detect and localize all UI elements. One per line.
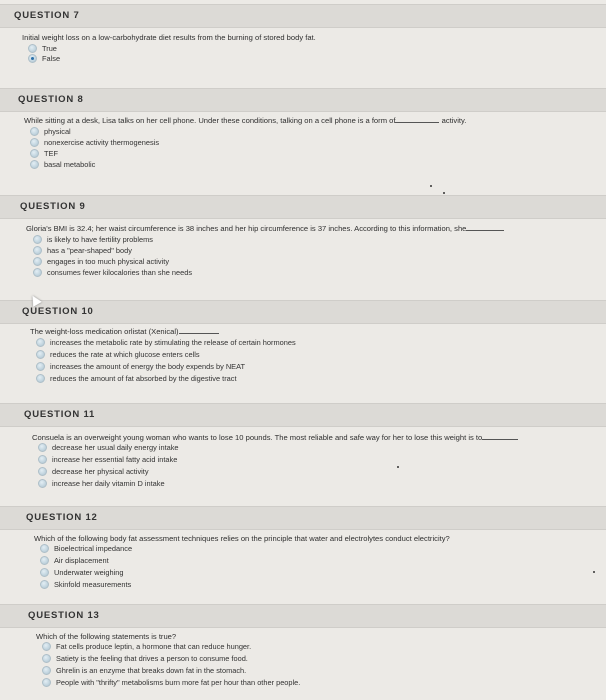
answer-blank xyxy=(395,122,439,123)
option-label: True xyxy=(42,44,57,53)
option-label: has a "pear-shaped" body xyxy=(47,246,132,255)
radio-button[interactable] xyxy=(36,362,45,371)
prompt-text: The weight-loss medication orlistat (Xenical) xyxy=(30,327,179,336)
question-13-option-2[interactable] xyxy=(42,654,248,663)
question-11-option-3[interactable] xyxy=(38,467,149,476)
radio-button[interactable] xyxy=(33,268,42,277)
option-label: People with "thrifty" metabolisms burn more fat per hour than other people. xyxy=(56,678,301,687)
option-label: decrease her usual daily energy intake xyxy=(52,443,179,452)
option-label: decrease her physical activity xyxy=(52,467,149,476)
question-8-option-4[interactable] xyxy=(30,160,95,169)
radio-button[interactable] xyxy=(40,556,49,565)
question-7-title: QUESTION 7 xyxy=(14,10,80,21)
option-label: basal metabolic xyxy=(44,160,96,169)
question-12-option-2[interactable] xyxy=(40,556,109,565)
question-10-prompt xyxy=(30,327,219,336)
question-9-option-3[interactable] xyxy=(33,257,169,266)
question-12-option-3[interactable] xyxy=(40,568,123,577)
screen-speck xyxy=(593,571,595,573)
question-13-title: QUESTION 13 xyxy=(28,610,100,621)
question-13-option-4[interactable] xyxy=(42,678,300,687)
answer-blank xyxy=(466,230,504,231)
option-label: increases the amount of energy the body expends by NEAT xyxy=(50,362,246,371)
question-10-option-2[interactable] xyxy=(36,350,200,359)
radio-button[interactable] xyxy=(33,235,42,244)
question-12-option-4[interactable] xyxy=(40,580,131,589)
question-13-option-3[interactable] xyxy=(42,666,246,675)
question-10-title: QUESTION 10 xyxy=(22,306,94,317)
question-11-option-4[interactable] xyxy=(38,479,165,488)
radio-button[interactable] xyxy=(38,455,47,464)
question-10-option-3[interactable] xyxy=(36,362,245,371)
option-label: nonexercise activity thermogenesis xyxy=(44,138,160,147)
radio-button[interactable] xyxy=(36,374,45,383)
question-8-option-1[interactable] xyxy=(30,127,71,136)
prompt-text: Consuela is an overweight young woman who wants to lose 10 pounds. The most reliable and safe way for her to lose this weight is to xyxy=(32,433,483,442)
radio-button[interactable] xyxy=(30,127,39,136)
question-13-option-1[interactable] xyxy=(42,642,251,651)
screen-speck xyxy=(443,192,445,194)
radio-button[interactable] xyxy=(30,138,39,147)
question-7-option-2[interactable] xyxy=(28,54,60,63)
question-7-option-1[interactable] xyxy=(28,44,57,53)
question-11-prompt xyxy=(32,433,518,442)
prompt-text: While sitting at a desk, Lisa talks on her cell phone. Under these conditions, talking on a cell phone is a form of xyxy=(24,116,396,125)
question-11-title: QUESTION 11 xyxy=(24,409,96,420)
radio-button[interactable] xyxy=(38,443,47,452)
question-11-option-1[interactable] xyxy=(38,443,179,452)
question-9-option-4[interactable] xyxy=(33,268,192,277)
option-label: Ghrelin is an enzyme that breaks down fat in the stomach. xyxy=(56,666,247,675)
option-label: consumes fewer kilocalories than she needs xyxy=(47,268,193,277)
radio-button[interactable] xyxy=(30,149,39,158)
prompt-text: Gloria's BMI is 32.4; her waist circumference is 38 inches and her hip circumference is 37 inches. According to this information, she xyxy=(26,224,467,233)
question-7-prompt: Initial weight loss on a low-carbohydrate diet results from the burning of stored body fat. xyxy=(22,33,316,42)
question-9-title: QUESTION 9 xyxy=(20,201,86,212)
question-13-prompt: Which of the following statements is true? xyxy=(36,632,177,641)
option-label: reduces the rate at which glucose enters cells xyxy=(50,350,200,359)
screen-speck xyxy=(397,466,399,468)
option-label: Air displacement xyxy=(54,556,109,565)
radio-button[interactable] xyxy=(42,678,51,687)
option-label: increases the metabolic rate by stimulating the release of certain hormones xyxy=(50,338,296,347)
option-label: reduces the amount of fat absorbed by the digestive tract xyxy=(50,374,237,383)
radio-button[interactable] xyxy=(40,580,49,589)
question-8-header xyxy=(0,88,606,112)
option-label: increase her essential fatty acid intake xyxy=(52,455,178,464)
radio-button[interactable] xyxy=(38,467,47,476)
option-label: is likely to have fertility problems xyxy=(47,235,153,244)
screen-speck xyxy=(430,185,432,187)
option-label: TEF xyxy=(44,149,58,158)
option-label: Bioelectrical impedance xyxy=(54,544,133,553)
radio-button[interactable] xyxy=(28,44,37,53)
question-8-prompt xyxy=(24,116,466,125)
question-12-option-1[interactable] xyxy=(40,544,132,553)
question-8-option-3[interactable] xyxy=(30,149,58,158)
radio-button[interactable] xyxy=(42,642,51,651)
question-9-header xyxy=(0,195,606,219)
answer-blank xyxy=(179,333,219,334)
option-label: increase her daily vitamin D intake xyxy=(52,479,165,488)
question-10-option-4[interactable] xyxy=(36,374,237,383)
question-9-option-1[interactable] xyxy=(33,235,153,244)
question-9-option-2[interactable] xyxy=(33,246,132,255)
question-12-prompt: Which of the following body fat assessment techniques relies on the principle that water and electrolytes conduct electricity? xyxy=(34,534,450,543)
radio-button[interactable] xyxy=(33,246,42,255)
option-label: Skinfold measurements xyxy=(54,580,132,589)
option-label: physical xyxy=(44,127,71,136)
option-label: Satiety is the feeling that drives a person to consume food. xyxy=(56,654,248,663)
question-9-prompt xyxy=(26,224,504,233)
radio-button[interactable] xyxy=(36,338,45,347)
option-label: engages in too much physical activity xyxy=(47,257,170,266)
question-8-title: QUESTION 8 xyxy=(18,94,84,105)
radio-button[interactable] xyxy=(36,350,45,359)
question-11-option-2[interactable] xyxy=(38,455,177,464)
question-8-option-2[interactable] xyxy=(30,138,159,147)
question-12-title: QUESTION 12 xyxy=(26,512,98,523)
answer-blank xyxy=(482,439,518,440)
radio-button[interactable] xyxy=(33,257,42,266)
radio-button[interactable] xyxy=(40,568,49,577)
radio-button-selected[interactable] xyxy=(28,54,37,63)
radio-button[interactable] xyxy=(30,160,39,169)
radio-button[interactable] xyxy=(38,479,47,488)
option-label: Fat cells produce leptin, a hormone that can reduce hunger. xyxy=(56,642,252,651)
option-label: Underwater weighing xyxy=(54,568,124,577)
question-7-header xyxy=(0,4,606,28)
radio-button[interactable] xyxy=(42,666,51,675)
radio-button[interactable] xyxy=(40,544,49,553)
radio-button[interactable] xyxy=(42,654,51,663)
option-label: False xyxy=(42,54,61,63)
prompt-text-end: activity. xyxy=(441,116,467,125)
question-10-option-1[interactable] xyxy=(36,338,296,347)
